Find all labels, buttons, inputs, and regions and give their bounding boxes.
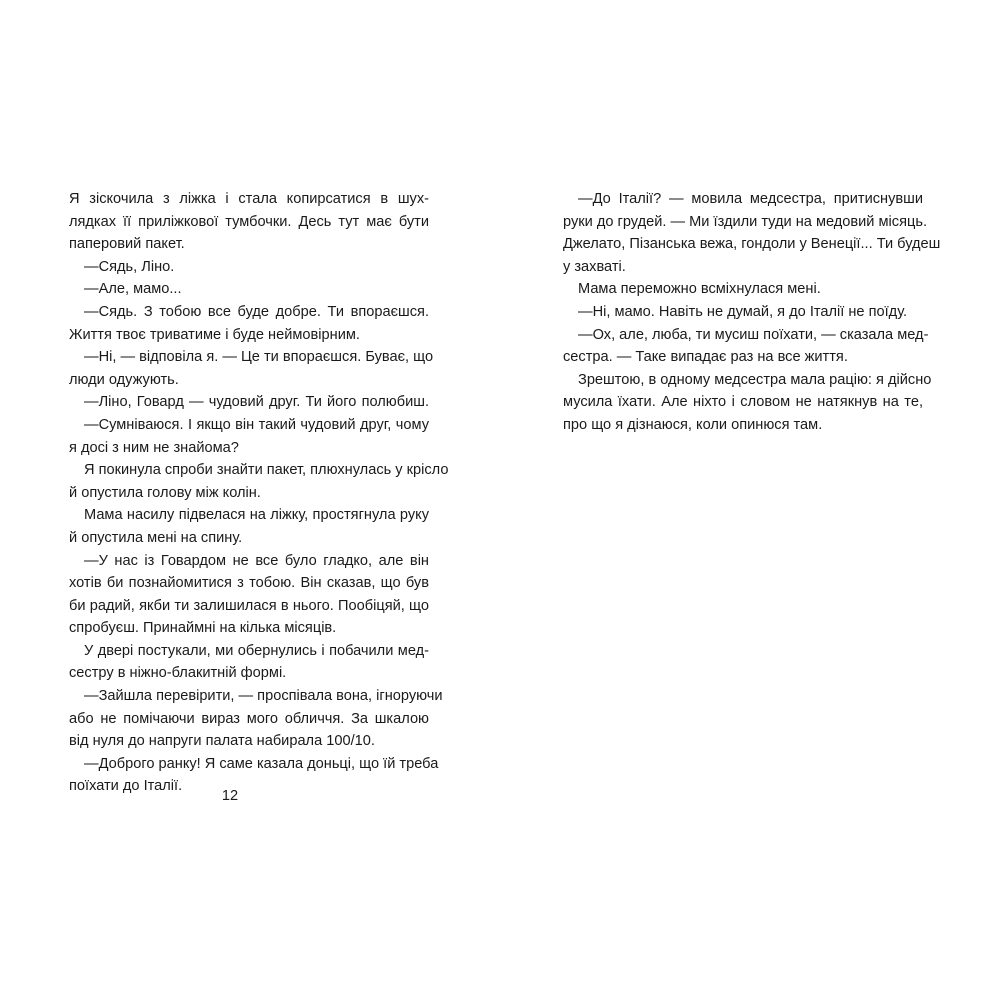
text-line: —У нас із Говардом не все було гладко, але він — [84, 552, 429, 569]
text-line: сестра. — Таке випадає раз на все життя. — [563, 349, 848, 366]
text-line: —Ліно, Говард — чудовий друг. Ти його полюбиш. — [84, 394, 429, 411]
text-line: паперовий пакет. — [69, 236, 185, 253]
text-line: або не помічаючи вираз мого обличчя. За шкалою — [69, 710, 429, 727]
text-line: У двері постукали, ми обернулись і побачили мед- — [84, 642, 429, 659]
text-line: хотів би познайомитися з тобою. Він сказав, що був — [69, 575, 429, 592]
text-line: Мама переможно всміхнулася мені. — [578, 281, 821, 298]
text-line: спробуєш. Принаймні на кілька місяців. — [69, 620, 337, 637]
text-line: лядках її приліжкової тумбочки. Десь тут має бути — [69, 213, 429, 230]
text-line: про що я дізнаюся, коли опинюся там. — [563, 416, 823, 433]
text-line: —До Італії? — мовила медсестра, притиснувши — [578, 191, 923, 207]
text-line: Мама насилу підвелася на ліжку, простягнула руку — [84, 507, 429, 524]
right-page-text — [563, 188, 941, 437]
text-line: у захваті. — [563, 258, 626, 275]
text-line: —Ні, — відповіла я. — Це ти впораєшся. Буває, що — [84, 349, 434, 366]
page-number: 12 — [221, 788, 239, 804]
text-line: —Зайшла перевірити, — проспівала вона, ігноруючи — [84, 688, 443, 705]
text-line: руки до грудей. — Ми їздили туди на медовий місяць. — [563, 213, 928, 230]
text-line: би радий, якби ти залишилася в нього. Пообіцяй, що — [69, 597, 429, 614]
text-line: мусила їхати. Але ніхто і словом не натякнув на те, — [563, 394, 923, 411]
text-line: люди одужують. — [69, 371, 179, 388]
text-line: —Сумніваюся. І якщо він такий чудовий друг, чому — [84, 416, 429, 433]
text-line: —Доброго ранку! Я саме казала доньці, що їй треба — [84, 755, 439, 772]
text-line: я досі з ним не знайома? — [69, 439, 239, 456]
text-line: Життя твоє триватиме і буде неймовірним. — [69, 326, 360, 343]
text-line: від нуля до напруги палата набирала 100/10. — [69, 733, 375, 750]
text-line: —Ні, мамо. Навіть не думай, я до Італії не поїду. — [578, 303, 908, 320]
text-line: —Ох, але, люба, ти мусиш поїхати, — сказала мед- — [578, 326, 929, 343]
text-line: —Сядь, Ліно. — [84, 258, 175, 275]
text-line: Зрештою, в одному медсестра мала рацію: я дійсно — [578, 371, 932, 388]
text-line: —Сядь. З тобою все буде добре. Ти впораєшся. — [84, 303, 429, 320]
text-line: поїхати до Італії. — [69, 778, 183, 795]
text-line: й опустила мені на спину. — [69, 529, 243, 546]
text-line: Я зіскочила з ліжка і стала копирсатися в шух- — [69, 191, 429, 207]
text-line: Джелато, Пізанська вежа, гондоли у Венеції... Ти будеш — [563, 236, 941, 253]
left-page-text — [69, 188, 449, 798]
text-line: й опустила голову між колін. — [69, 484, 261, 501]
text-line: Я покинула спроби знайти пакет, плюхнулась у крісло — [84, 462, 449, 479]
text-line: сестру в ніжно-блакитній формі. — [69, 665, 287, 682]
text-line: —Але, мамо... — [84, 281, 182, 298]
